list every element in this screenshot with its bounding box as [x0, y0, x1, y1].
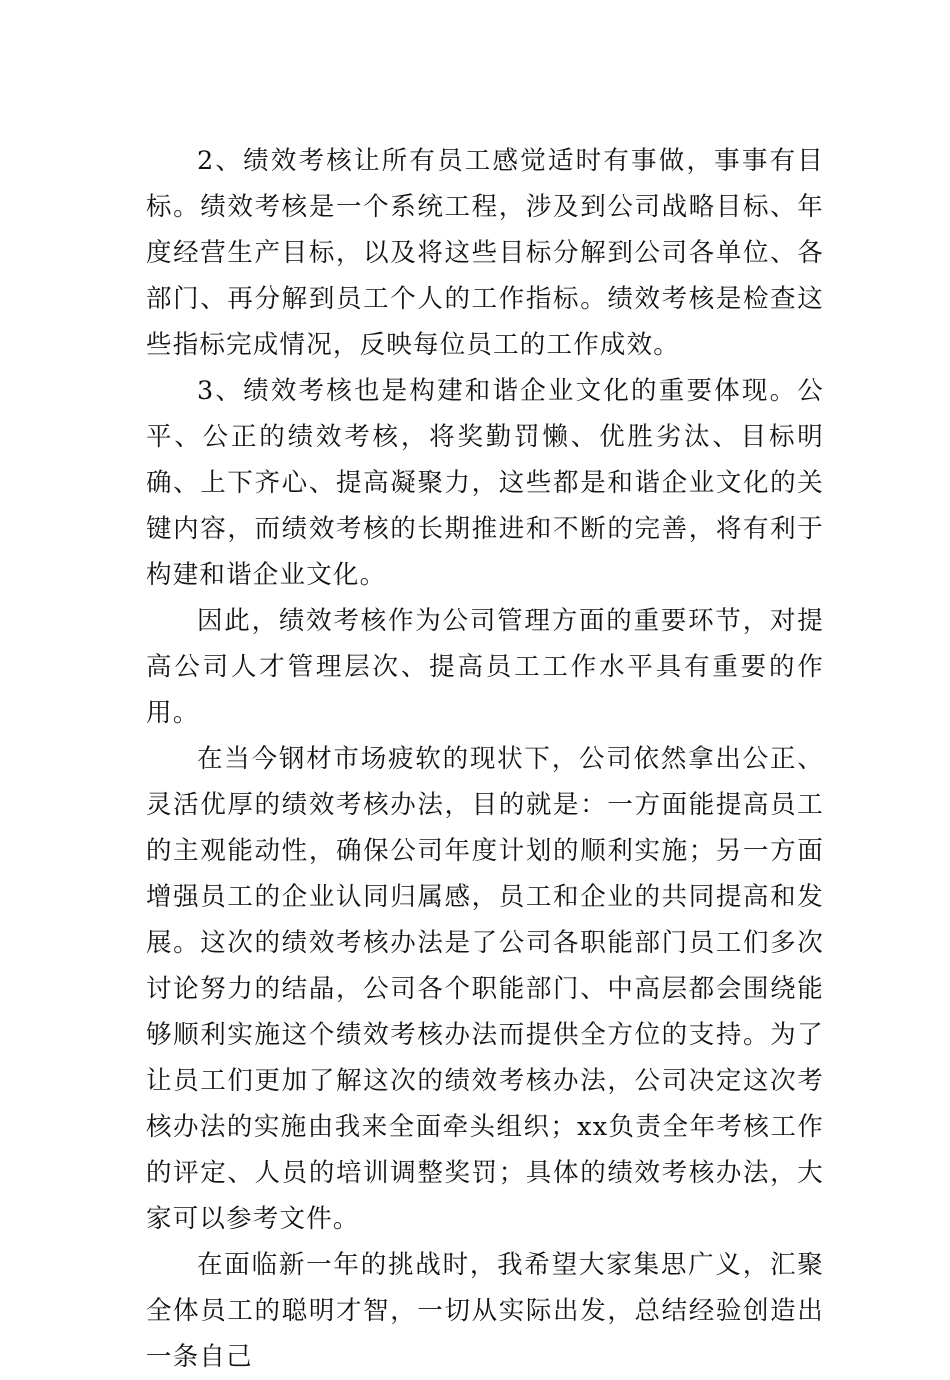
- paragraph-performance-goals: 2、绩效考核让所有员工感觉适时有事做，事事有目标。绩效考核是一个系统工程，涉及到公司战略目标、年度经营生产目标，以及将这些目标分解到公司各单位、各部门、再分解到员工个人的工作指标。绩效考核是检查这些指标完成情况，反映每位员工的工作成效。: [146, 146, 824, 360]
- paragraph-new-year-challenge: 在面临新一年的挑战时，我希望大家集思广义，汇聚全体员工的聪明才智，一切从实际出发，总结经验创造出一条自己: [146, 1250, 824, 1372]
- paragraph-assessment-method: 在当今钢材市场疲软的现状下，公司依然拿出公正、灵活优厚的绩效考核办法，目的就是：一方面能提高员工的主观能动性，确保公司年度计划的顺利实施；另一方面增强员工的企业认同归属感，员工和企业的共同提高和发展。这次的绩效考核办法是了公司各职能部门员工们多次讨论努力的结晶，公司各个职能部门、中高层都会围绕能够顺利实施这个绩效考核办法而提供全方位的支持。为了让员工们更加了解这次的绩效考核办法，公司决定这次考核办法的实施由我来全面牵头组织；xx负责全年考核工作的评定、人员的培训调整奖罚；具体的绩效考核办法，大家可以参考文件。: [146, 744, 824, 1234]
- paragraph-corporate-culture: 3、绩效考核也是构建和谐企业文化的重要体现。公平、公正的绩效考核，将奖勤罚懒、优胜劣汰、目标明确、上下齐心、提高凝聚力，这些都是和谐企业文化的关键内容，而绩效考核的长期推进和不断的完善，将有利于构建和谐企业文化。: [146, 376, 824, 590]
- document-body: [146, 138, 824, 1380]
- paragraph-conclusion: 因此，绩效考核作为公司管理方面的重要环节，对提高公司人才管理层次、提高员工工作水平具有重要的作用。: [146, 606, 824, 728]
